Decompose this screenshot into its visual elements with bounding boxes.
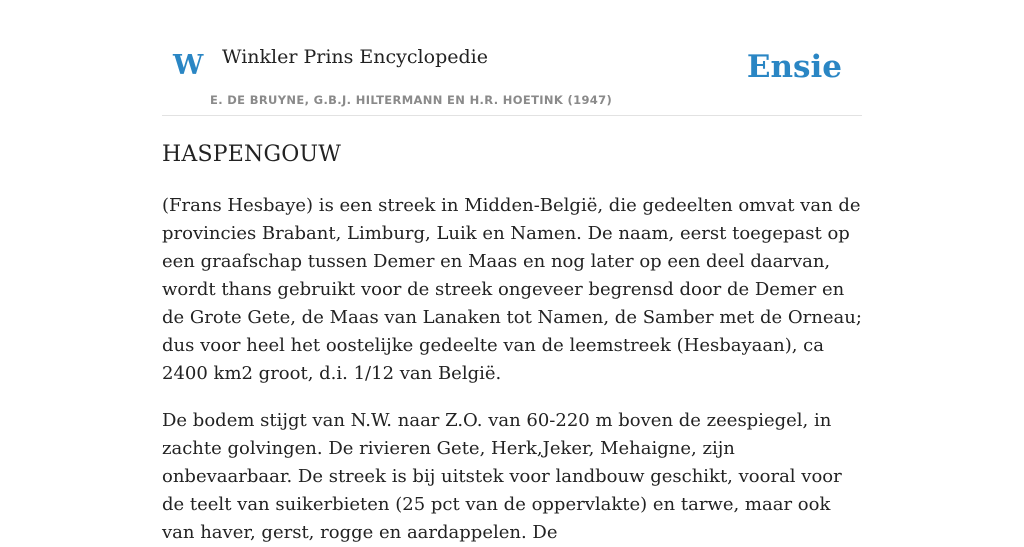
ensie-brand-logo[interactable]: Ensie bbox=[746, 49, 842, 85]
article-title: HASPENGOUW bbox=[162, 142, 342, 167]
article-content bbox=[162, 140, 862, 547]
publication-title[interactable]: Winkler Prins Encyclopedie bbox=[222, 46, 488, 68]
article-paragraph: De bodem stijgt van N.W. naar Z.O. van 60-220 m boven de zeespiegel, in zachte golvingen. De rivieren Gete, Herk,Jeker, Mehaigne, zijn onbevaarbaar. De streek is bij uitstek voor landbouw geschikt, vooral voor de teelt van suikerbieten (25 pct van de oppervlakte) en tarwe, maar ook van haver, gerst, rogge en aardappelen. De bbox=[162, 410, 842, 543]
publication-authors: E. DE BRUYNE, G.B.J. HILTERMANN EN H.R. HOETINK (1947) bbox=[210, 93, 613, 107]
site-header bbox=[162, 0, 862, 116]
winkler-prins-logo[interactable]: W bbox=[173, 50, 204, 81]
article-paragraph: (Frans Hesbaye) is een streek in Midden-België, die gedeelten omvat van de provincies Brabant, Limburg, Luik en Namen. De naam, eerst toegepast op een graafschap tussen Demer en Maas en nog later op een deel daarvan, wordt thans gebruikt voor de streek ongeveer begrensd door de Demer en de Grote Gete, de Maas van Lanaken tot Namen, de Samber met de Orneau; dus voor heel het oostelijke gedeelte van de leemstreek (Hesbayaan), ca 2400 km2 groot, d.i. 1/12 van België. bbox=[162, 195, 862, 384]
